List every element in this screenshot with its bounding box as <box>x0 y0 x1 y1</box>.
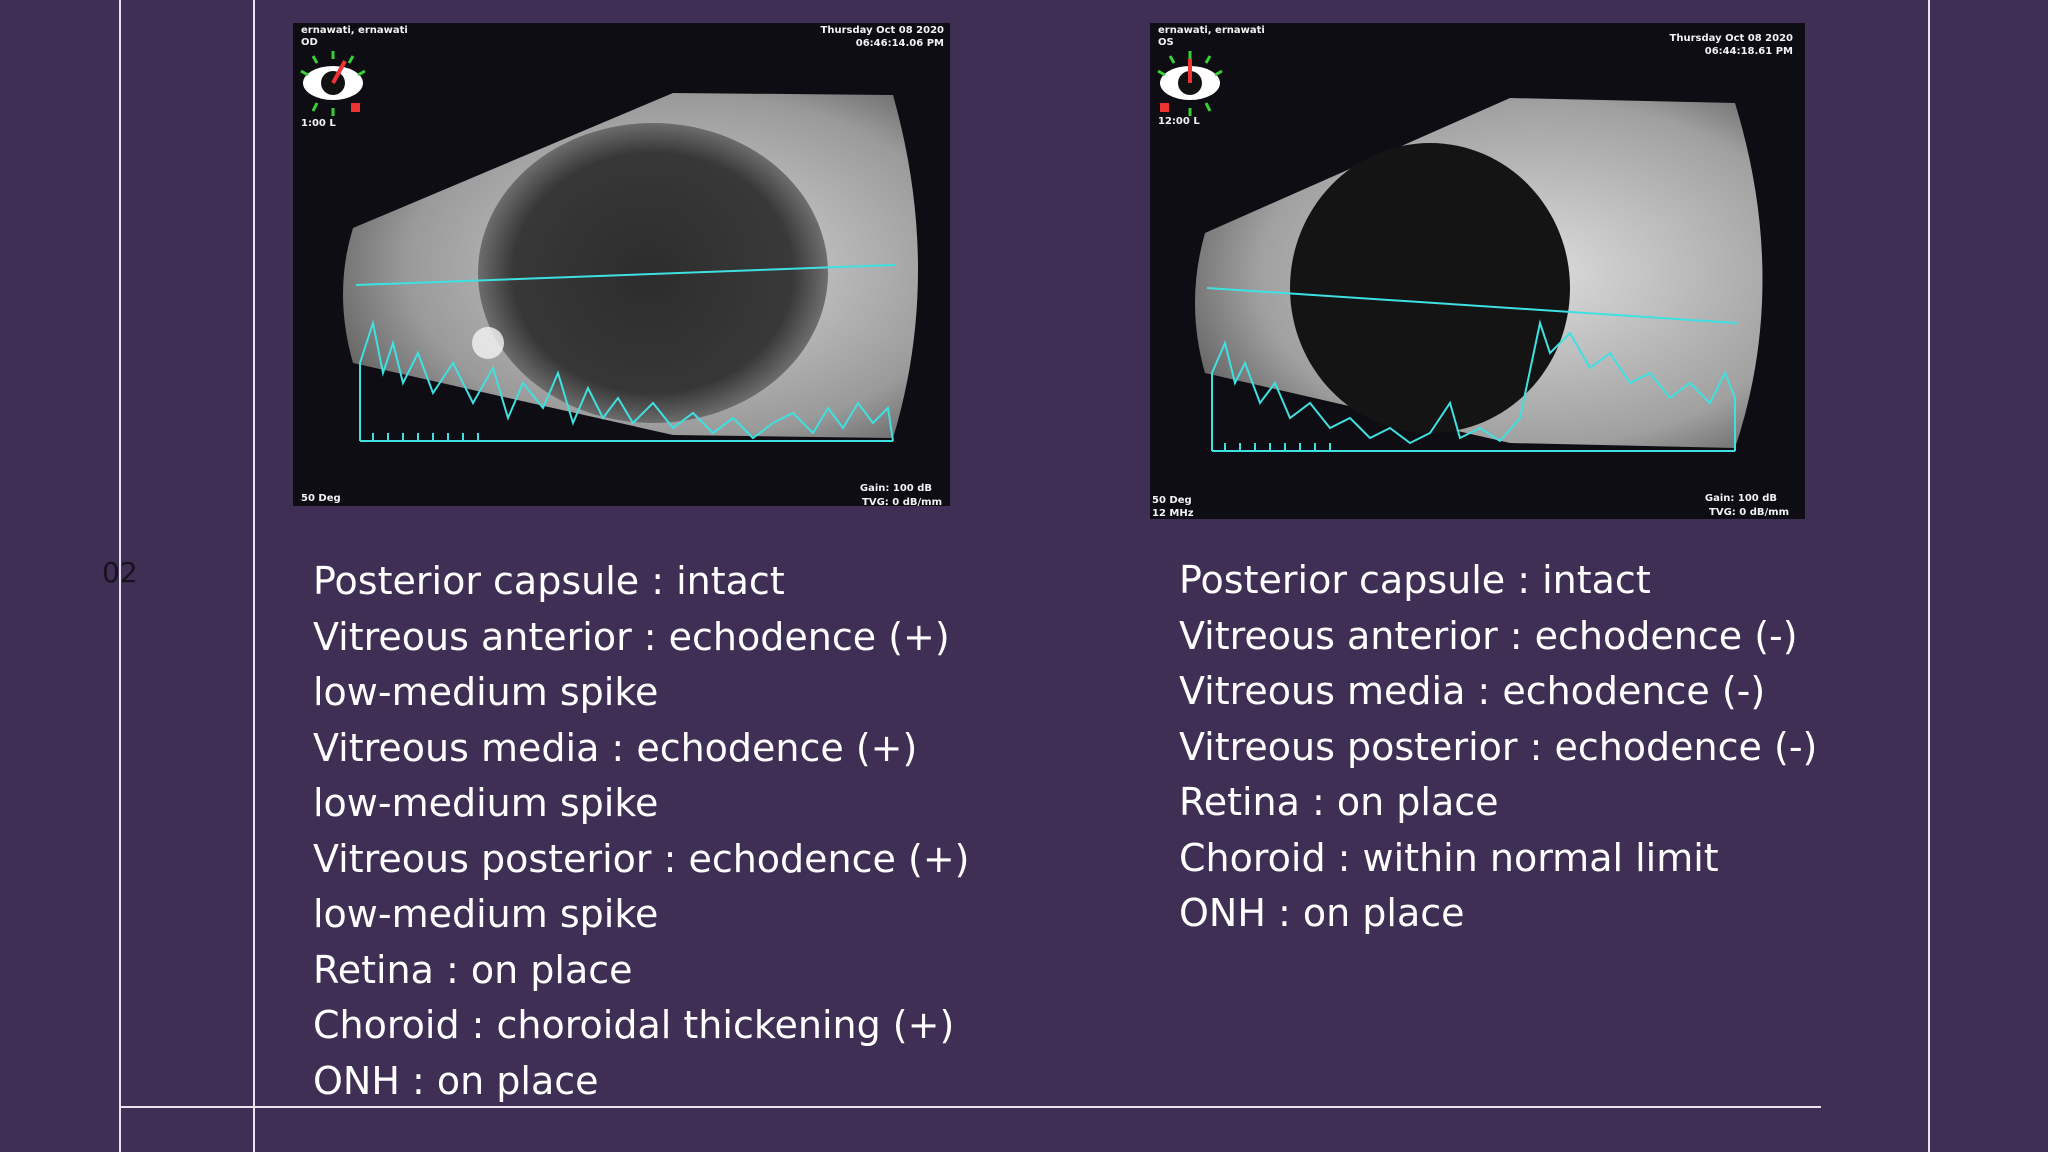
left-gain: Gain: 100 dB <box>859 483 932 494</box>
left-clock-position: 1:00 L <box>301 118 336 129</box>
right-ultrasound-image <box>1150 23 1805 519</box>
left-finding-posterior-spike: low-medium spike <box>313 892 659 936</box>
right-scan-time: 06:44:18.61 PM <box>1704 46 1793 57</box>
right-finding-vitreous-media: Vitreous media : echodence (-) <box>1179 669 1766 713</box>
right-findings-list <box>1179 553 1817 942</box>
left-ultrasound-image <box>293 23 950 506</box>
left-finding-posterior-capsule: Posterior capsule : intact <box>313 559 785 603</box>
right-finding-posterior-capsule: Posterior capsule : intact <box>1179 558 1651 602</box>
left-finding-retina: Retina : on place <box>313 947 633 992</box>
left-scan-drawing <box>293 23 950 506</box>
left-finding-choroid: Choroid : choroidal thickening (+) <box>313 1003 955 1047</box>
frame-line-inner <box>253 0 255 1152</box>
left-scan-time: 06:46:14.06 PM <box>855 38 944 49</box>
eye-icon <box>301 51 365 116</box>
right-clock-position: 12:00 L <box>1158 116 1200 127</box>
left-finding-onh: ONH : on place <box>313 1058 599 1103</box>
right-frequency: 12 MHz <box>1152 508 1194 519</box>
right-tvg: TVG: 0 dB/mm <box>1709 507 1789 518</box>
right-finding-vitreous-posterior: Vitreous posterior : echodence (-) <box>1179 724 1818 769</box>
right-eye-label: OS <box>1158 37 1174 48</box>
left-finding-vitreous-posterior: Vitreous posterior : echodence (+) <box>313 836 970 881</box>
left-findings-list <box>313 554 969 1109</box>
right-scan-drawing <box>1150 23 1805 519</box>
left-finding-vitreous-anterior: Vitreous anterior : echodence (+) <box>313 614 950 659</box>
left-tvg: TVG: 0 dB/mm <box>862 497 942 506</box>
page-number: 02 <box>102 556 138 589</box>
right-angle: 50 Deg <box>1152 495 1192 506</box>
left-finding-vitreous-media: Vitreous media : echodence (+) <box>313 725 918 770</box>
right-gain: Gain: 100 dB <box>1704 493 1777 504</box>
right-patient-name: ernawati, ernawati <box>1158 25 1265 36</box>
right-finding-vitreous-anterior: Vitreous anterior : echodence (-) <box>1179 613 1798 658</box>
right-scan-date: Thursday Oct 08 2020 <box>1669 33 1793 44</box>
left-patient-name: ernawati, ernawati <box>301 25 408 36</box>
left-angle: 50 Deg <box>301 493 341 504</box>
right-finding-onh: ONH : on place <box>1179 891 1465 935</box>
right-finding-choroid: Choroid : within normal limit <box>1179 835 1719 880</box>
left-eye-label: OD <box>301 37 318 48</box>
left-finding-media-spike: low-medium spike <box>313 781 659 825</box>
frame-line-right <box>1928 0 1930 1152</box>
right-finding-retina: Retina : on place <box>1179 780 1499 824</box>
left-finding-anterior-spike: low-medium spike <box>313 670 659 714</box>
eye-icon <box>1158 51 1222 116</box>
left-scan-date: Thursday Oct 08 2020 <box>820 25 944 36</box>
vitreous-cavity <box>1290 143 1570 433</box>
